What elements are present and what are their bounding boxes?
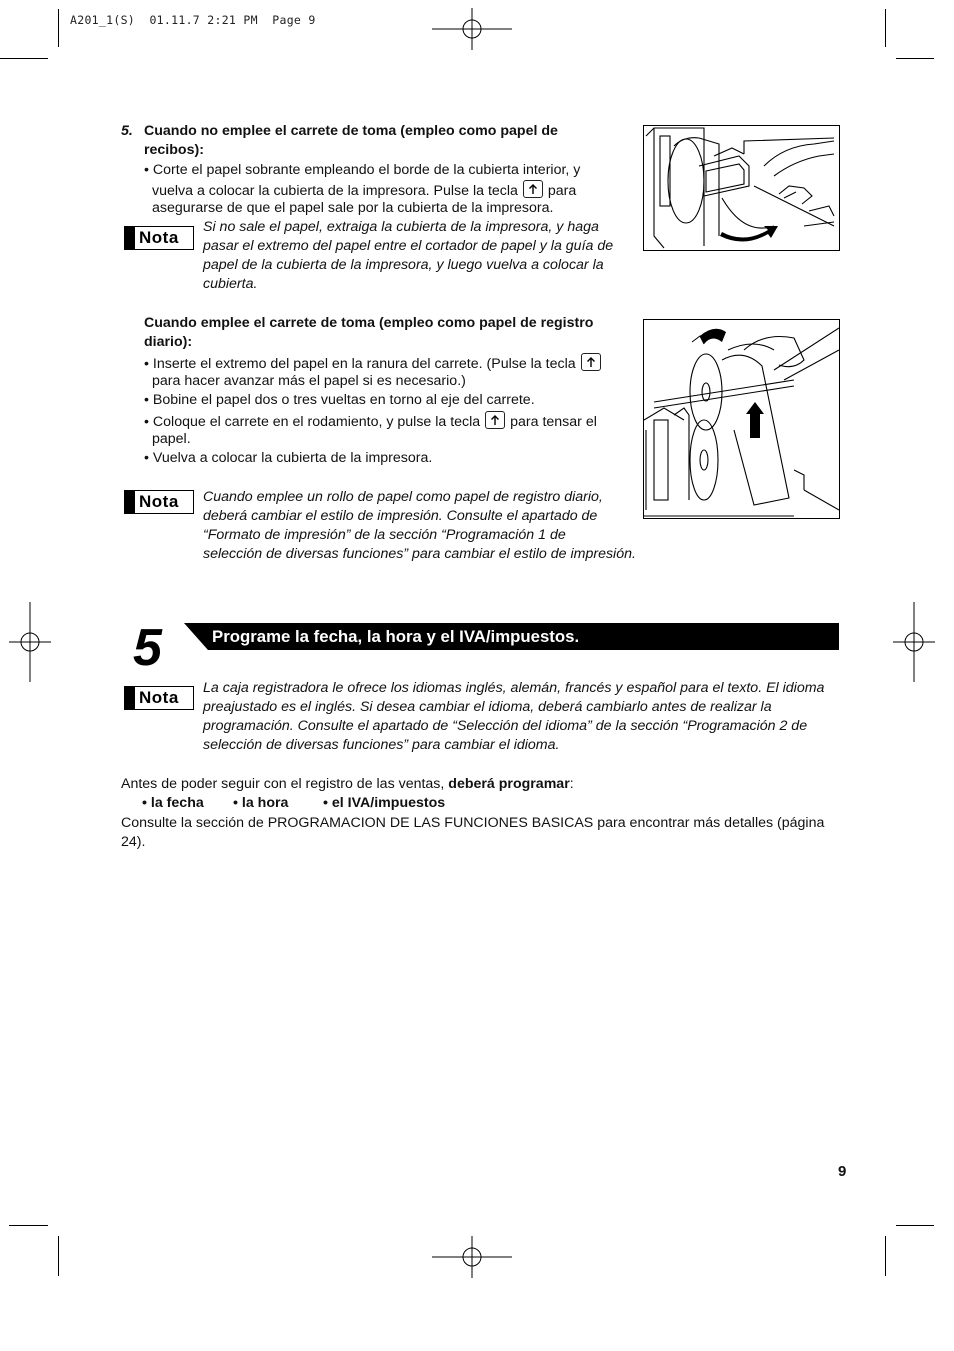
step-heading: Cuando no emplee el carrete de toma (empleo como papel de [144,123,558,139]
intro-text: Antes de poder seguir con el registro de las ventas, deberá programar: [121,776,574,792]
bullet-text: • Vuelva a colocar la cubierta de la impresora. [144,450,433,466]
registration-mark-icon [432,1236,512,1278]
journal-heading: diario): [144,334,193,350]
crop-mark-icon [896,1225,934,1226]
section-number: 5 [133,619,162,677]
nota-badge: Nota [124,686,194,710]
nota-text: Cuando emplee un rollo de papel como papel de registro diario, [203,489,603,505]
nota-text: papel de la cubierta de la impresora, y luego vuelva a colocar la [203,257,604,273]
bullet-text: vuelva a colocar la cubierta de la impresora. Pulse la tecla para [152,180,576,201]
page-number: 9 [838,1163,847,1180]
step-number: 5. [121,123,133,139]
crop-mark-icon [58,1236,59,1276]
list-item: • la hora [233,795,289,811]
nota-text: cubierta. [203,276,258,292]
crop-mark-icon [885,1236,886,1276]
bullet-text: • Coloque el carrete en el rodamiento, y pulse la tecla para tensar el [144,411,597,432]
nota-text: pasar el extremo del papel entre el cortador de papel y la guía de [203,238,614,254]
crop-mark-icon [885,9,886,47]
up-arrow-key-icon [581,353,601,371]
up-arrow-key-icon [523,180,543,198]
crop-mark-icon [0,58,48,59]
nota-text: selección de diversas funciones” para cambiar el idioma. [203,737,560,753]
printer-cover-illustration [643,125,840,251]
registration-mark-icon [893,602,935,682]
bullet-text: papel. [152,431,191,447]
nota-badge: Nota [124,490,194,514]
nota-badge: Nota [124,226,194,250]
nota-text: “Formato de impresión” de la sección “Programación 1 de [203,527,566,543]
step-heading: recibos): [144,142,204,158]
crop-mark-icon [58,9,59,47]
nota-text: deberá cambiar el estilo de impresión. Consulte el apartado de [203,508,598,524]
journal-heading: Cuando emplee el carrete de toma (empleo como papel de registro [144,315,594,331]
nota-text: Si no sale el papel, extraiga la cubierta de la impresora, y haga [203,219,599,235]
nota-text: programación. Consulte el apartado de “Selección del idioma” de la sección “Programación 2 de [203,718,808,734]
nota-text: La caja registradora le ofrece los idiomas inglés, alemán, francés y español para el texto. El idioma [203,680,825,696]
bullet-text: asegurarse de que el papel sale por la cubierta de la impresora. [152,200,554,216]
section-title: Programe la fecha, la hora y el IVA/impuestos. [212,627,580,646]
list-item: • la fecha [142,795,204,811]
up-arrow-key-icon [485,411,505,429]
nota-text: selección de diversas funciones” para cambiar el estilo de impresión. [203,546,636,562]
bullet-text: para hacer avanzar más el papel si es necesario.) [152,373,466,389]
registration-mark-icon [9,602,51,682]
take-up-spool-illustration [643,319,840,519]
bullet-text: • Inserte el extremo del papel en la ranura del carrete. (Pulse la tecla [144,353,602,374]
print-header: A201_1(S) 01.11.7 2:21 PM Page 9 [70,13,316,27]
nota-text: preajustado es el inglés. Si desea cambiar el idioma, deberá cambiarlo antes de realizar la [203,699,772,715]
crop-mark-icon [896,58,934,59]
consult-text: 24). [121,834,146,850]
crop-mark-icon [9,1225,48,1226]
list-item: • el IVA/impuestos [323,795,446,811]
consult-text: Consulte la sección de PROGRAMACION DE LAS FUNCIONES BASICAS para encontrar más detalles (página [121,815,825,831]
registration-mark-icon [432,8,512,50]
bullet-text: • Corte el papel sobrante empleando el borde de la cubierta interior, y [144,162,581,178]
bullet-text: • Bobine el papel dos o tres vueltas en torno al eje del carrete. [144,392,535,408]
